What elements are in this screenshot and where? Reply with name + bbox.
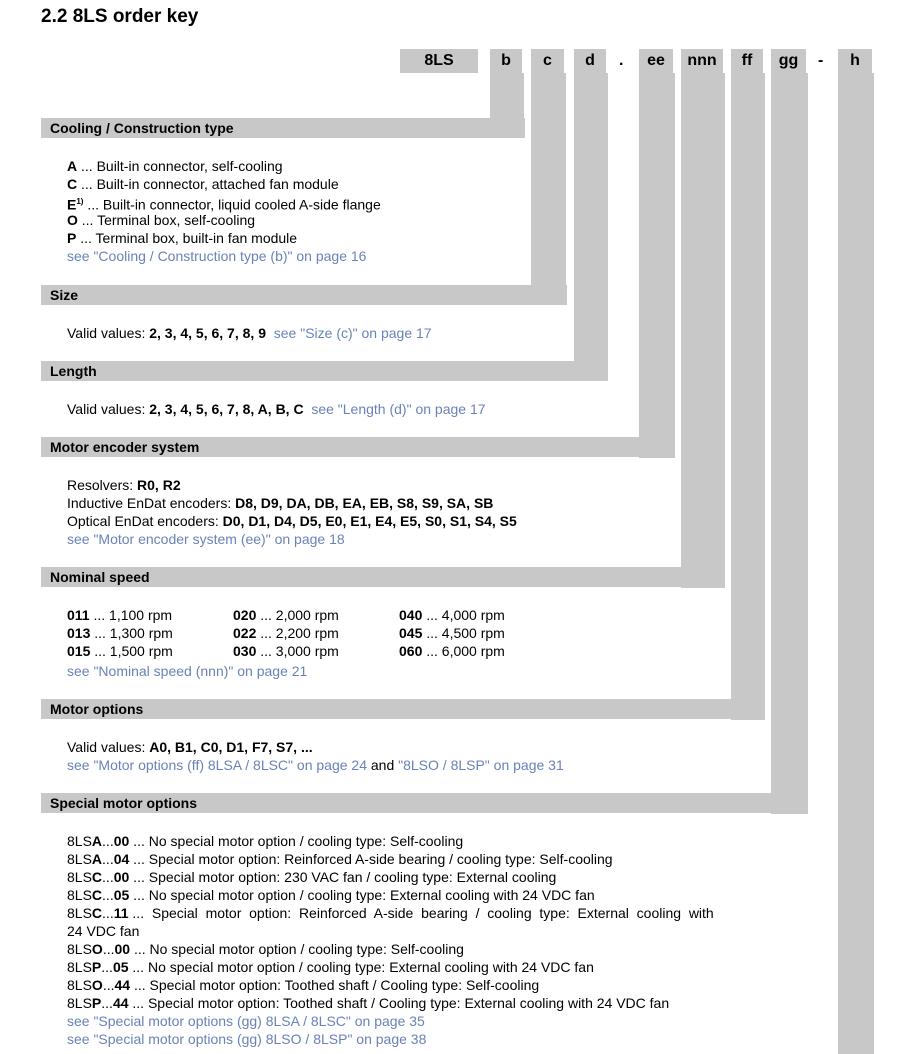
key-segment-gg: gg (771, 49, 806, 73)
key-segment-ff: ff (731, 49, 763, 73)
section-heading-length: Length (41, 361, 608, 381)
page-title: 2.2 8LS order key (41, 6, 199, 27)
key-segment-8ls: 8LS (400, 49, 478, 73)
options-links: see "Motor options (ff) 8LSA / 8LSC" on page 24 and "8LSO / 8LSP" on page 31 (67, 757, 564, 773)
speed-item: 011 ... 1,100 rpm (67, 607, 173, 623)
connector-bar-ee (639, 73, 675, 458)
speed-link[interactable]: see "Nominal speed (nnn)" on page 21 (67, 663, 308, 679)
special-link-8lso-8lsp[interactable]: see "Special motor options (gg) 8LSO / 8LSP" on page 38 (67, 1031, 427, 1047)
connector-bar-b (490, 73, 524, 118)
cooling-item: C ... Built-in connector, attached fan module (67, 176, 339, 192)
connector-bar-c (531, 73, 566, 305)
speed-item: 013 ... 1,300 rpm (67, 625, 173, 641)
section-heading-special-options: Special motor options (41, 793, 808, 813)
connector-bar-nnn (681, 73, 725, 588)
options-values: Valid values: A0, B1, C0, D1, F7, S7, ... (67, 739, 313, 755)
key-segment-nnn: nnn (681, 49, 723, 73)
length-link[interactable]: see "Length (d)" on page 17 (311, 401, 486, 417)
speed-item: 020 ... 2,000 rpm (233, 607, 339, 623)
speed-item: 045 ... 4,500 rpm (399, 625, 505, 641)
cooling-item: O ... Terminal box, self-cooling (67, 212, 256, 228)
options-link-8lso-8lsp[interactable]: "8LSO / 8LSP" on page 31 (398, 757, 564, 773)
key-segment-h: h (838, 49, 872, 73)
connector-bar-d (574, 73, 608, 381)
encoder-link[interactable]: see "Motor encoder system (ee)" on page 18 (67, 531, 345, 547)
special-option-item: 8LSC...11 ... Special motor option: Reinforced A-side bearing / cooling type: External cooling with (67, 905, 714, 921)
cooling-link[interactable]: see "Cooling / Construction type (b)" on page 16 (67, 248, 367, 264)
key-segment-ee: ee (639, 49, 673, 73)
section-heading-speed: Nominal speed (41, 567, 725, 587)
speed-item: 060 ... 6,000 rpm (399, 643, 505, 659)
special-link-8lsa-8lsc[interactable]: see "Special motor options (gg) 8LSA / 8LSC" on page 35 (67, 1013, 425, 1029)
cooling-item: P ... Terminal box, built-in fan module (67, 230, 298, 246)
speed-item: 030 ... 3,000 rpm (233, 643, 339, 659)
section-heading-motor-options: Motor options (41, 699, 765, 719)
special-option-item: 8LSC...00 ... Special motor option: 230 VAC fan / cooling type: External cooling (67, 869, 557, 885)
length-values: Valid values: 2, 3, 4, 5, 6, 7, 8, A, B, C see "Length (d)" on page 17 (67, 401, 486, 417)
connector-bar-gg (771, 73, 808, 814)
connector-bar-ff (731, 73, 765, 720)
encoder-line: Inductive EnDat encoders: D8, D9, DA, DB, EA, EB, S8, S9, SA, SB (67, 495, 494, 511)
special-option-item: 24 VDC fan (67, 923, 140, 939)
encoder-line: Resolvers: R0, R2 (67, 477, 181, 493)
special-option-item: 8LSA...04 ... Special motor option: Reinforced A-side bearing / cooling type: Self-cooling (67, 851, 613, 867)
special-option-item: 8LSC...05 ... No special motor option / cooling type: External cooling with 24 VDC fan (67, 887, 595, 903)
special-option-item: 8LSA...00 ... No special motor option / cooling type: Self-cooling (67, 833, 464, 849)
speed-item: 022 ... 2,200 rpm (233, 625, 339, 641)
speed-item: 040 ... 4,000 rpm (399, 607, 505, 623)
size-link[interactable]: see "Size (c)" on page 17 (273, 325, 432, 341)
special-option-item: 8LSO...00 ... No special motor option / cooling type: Self-cooling (67, 941, 464, 957)
special-option-item: 8LSO...44 ... Special motor option: Toothed shaft / Cooling type: Self-cooling (67, 977, 540, 993)
encoder-line: Optical EnDat encoders: D0, D1, D4, D5, E0, E1, E4, E5, S0, S1, S4, S5 (67, 513, 517, 529)
key-segment-c: c (531, 49, 564, 73)
cooling-item: A ... Built-in connector, self-cooling (67, 158, 283, 174)
options-link-8lsa-8lsc[interactable]: see "Motor options (ff) 8LSA / 8LSC" on page 24 (67, 757, 367, 773)
connector-bar-h (838, 73, 874, 1054)
section-heading-size: Size (41, 285, 567, 305)
key-separator-dash: - (818, 52, 824, 69)
special-option-item: 8LSP...05 ... No special motor option / cooling type: External cooling with 24 VDC fan (67, 959, 594, 975)
key-segment-d: d (574, 49, 606, 73)
section-heading-cooling: Cooling / Construction type (41, 118, 525, 138)
key-separator-dot: . (619, 52, 624, 69)
special-option-item: 8LSP...44 ... Special motor option: Toothed shaft / Cooling type: External cooling with 24 VDC fan (67, 995, 670, 1011)
key-segment-b: b (490, 49, 522, 73)
section-heading-encoder: Motor encoder system (41, 437, 675, 457)
size-values: Valid values: 2, 3, 4, 5, 6, 7, 8, 9 see "Size (c)" on page 17 (67, 325, 432, 341)
cooling-item: $E^{1)}$ ... Built-in connector, liquid cooled A-side flange (67, 196, 381, 213)
speed-item: 015 ... 1,500 rpm (67, 643, 173, 659)
